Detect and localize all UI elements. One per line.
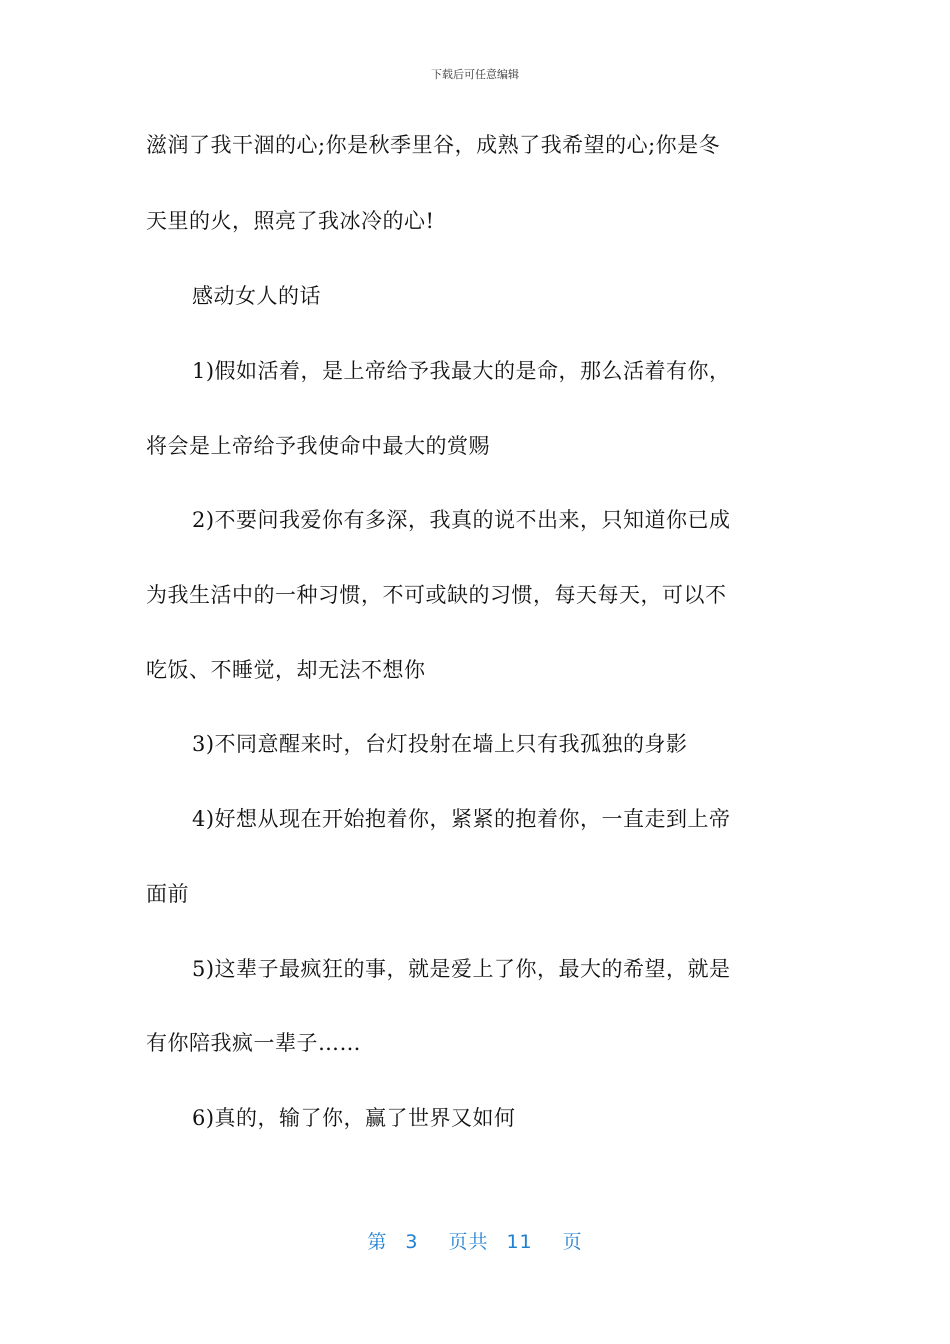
body-line: 将会是上帝给予我使命中最大的赏赐 (146, 434, 490, 458)
body-line: 4)好想从现在开始抱着你，紧紧的抱着你，一直走到上帝 (192, 807, 731, 831)
page-footer (0, 1227, 950, 1254)
section-heading: 感动女人的话 (192, 284, 321, 308)
body-line: 天里的火，照亮了我冰冷的心! (146, 209, 435, 233)
body-line: 1)假如活着，是上帝给予我最大的是命，那么活着有你， (192, 359, 731, 383)
body-line: 吃饭、不睡觉，却无法不想你 (146, 658, 426, 682)
body-line: 有你陪我疯一辈子…… (146, 1031, 361, 1055)
total-pages-number: 11 (506, 1231, 533, 1253)
current-page-number: 3 (405, 1231, 419, 1253)
footer-middle: 页共 (448, 1231, 489, 1253)
body-line: 2)不要问我爱你有多深，我真的说不出来，只知道你已成 (192, 508, 731, 532)
body-line: 5)这辈子最疯狂的事，就是爱上了你，最大的希望，就是 (192, 957, 731, 981)
page-header: 下载后可任意编辑 (431, 68, 519, 81)
body-line: 面前 (146, 882, 189, 906)
body-line: 3)不同意醒来时，台灯投射在墙上只有我孤独的身影 (192, 732, 688, 756)
footer-prefix: 第 (367, 1231, 388, 1253)
body-line: 为我生活中的一种习惯，不可或缺的习惯，每天每天，可以不 (146, 583, 727, 607)
body-line: 滋润了我干涸的心;你是秋季里谷，成熟了我希望的心;你是冬 (146, 133, 721, 157)
body-line: 6)真的，输了你，赢了世界又如何 (192, 1106, 516, 1130)
footer-suffix: 页 (562, 1231, 583, 1253)
